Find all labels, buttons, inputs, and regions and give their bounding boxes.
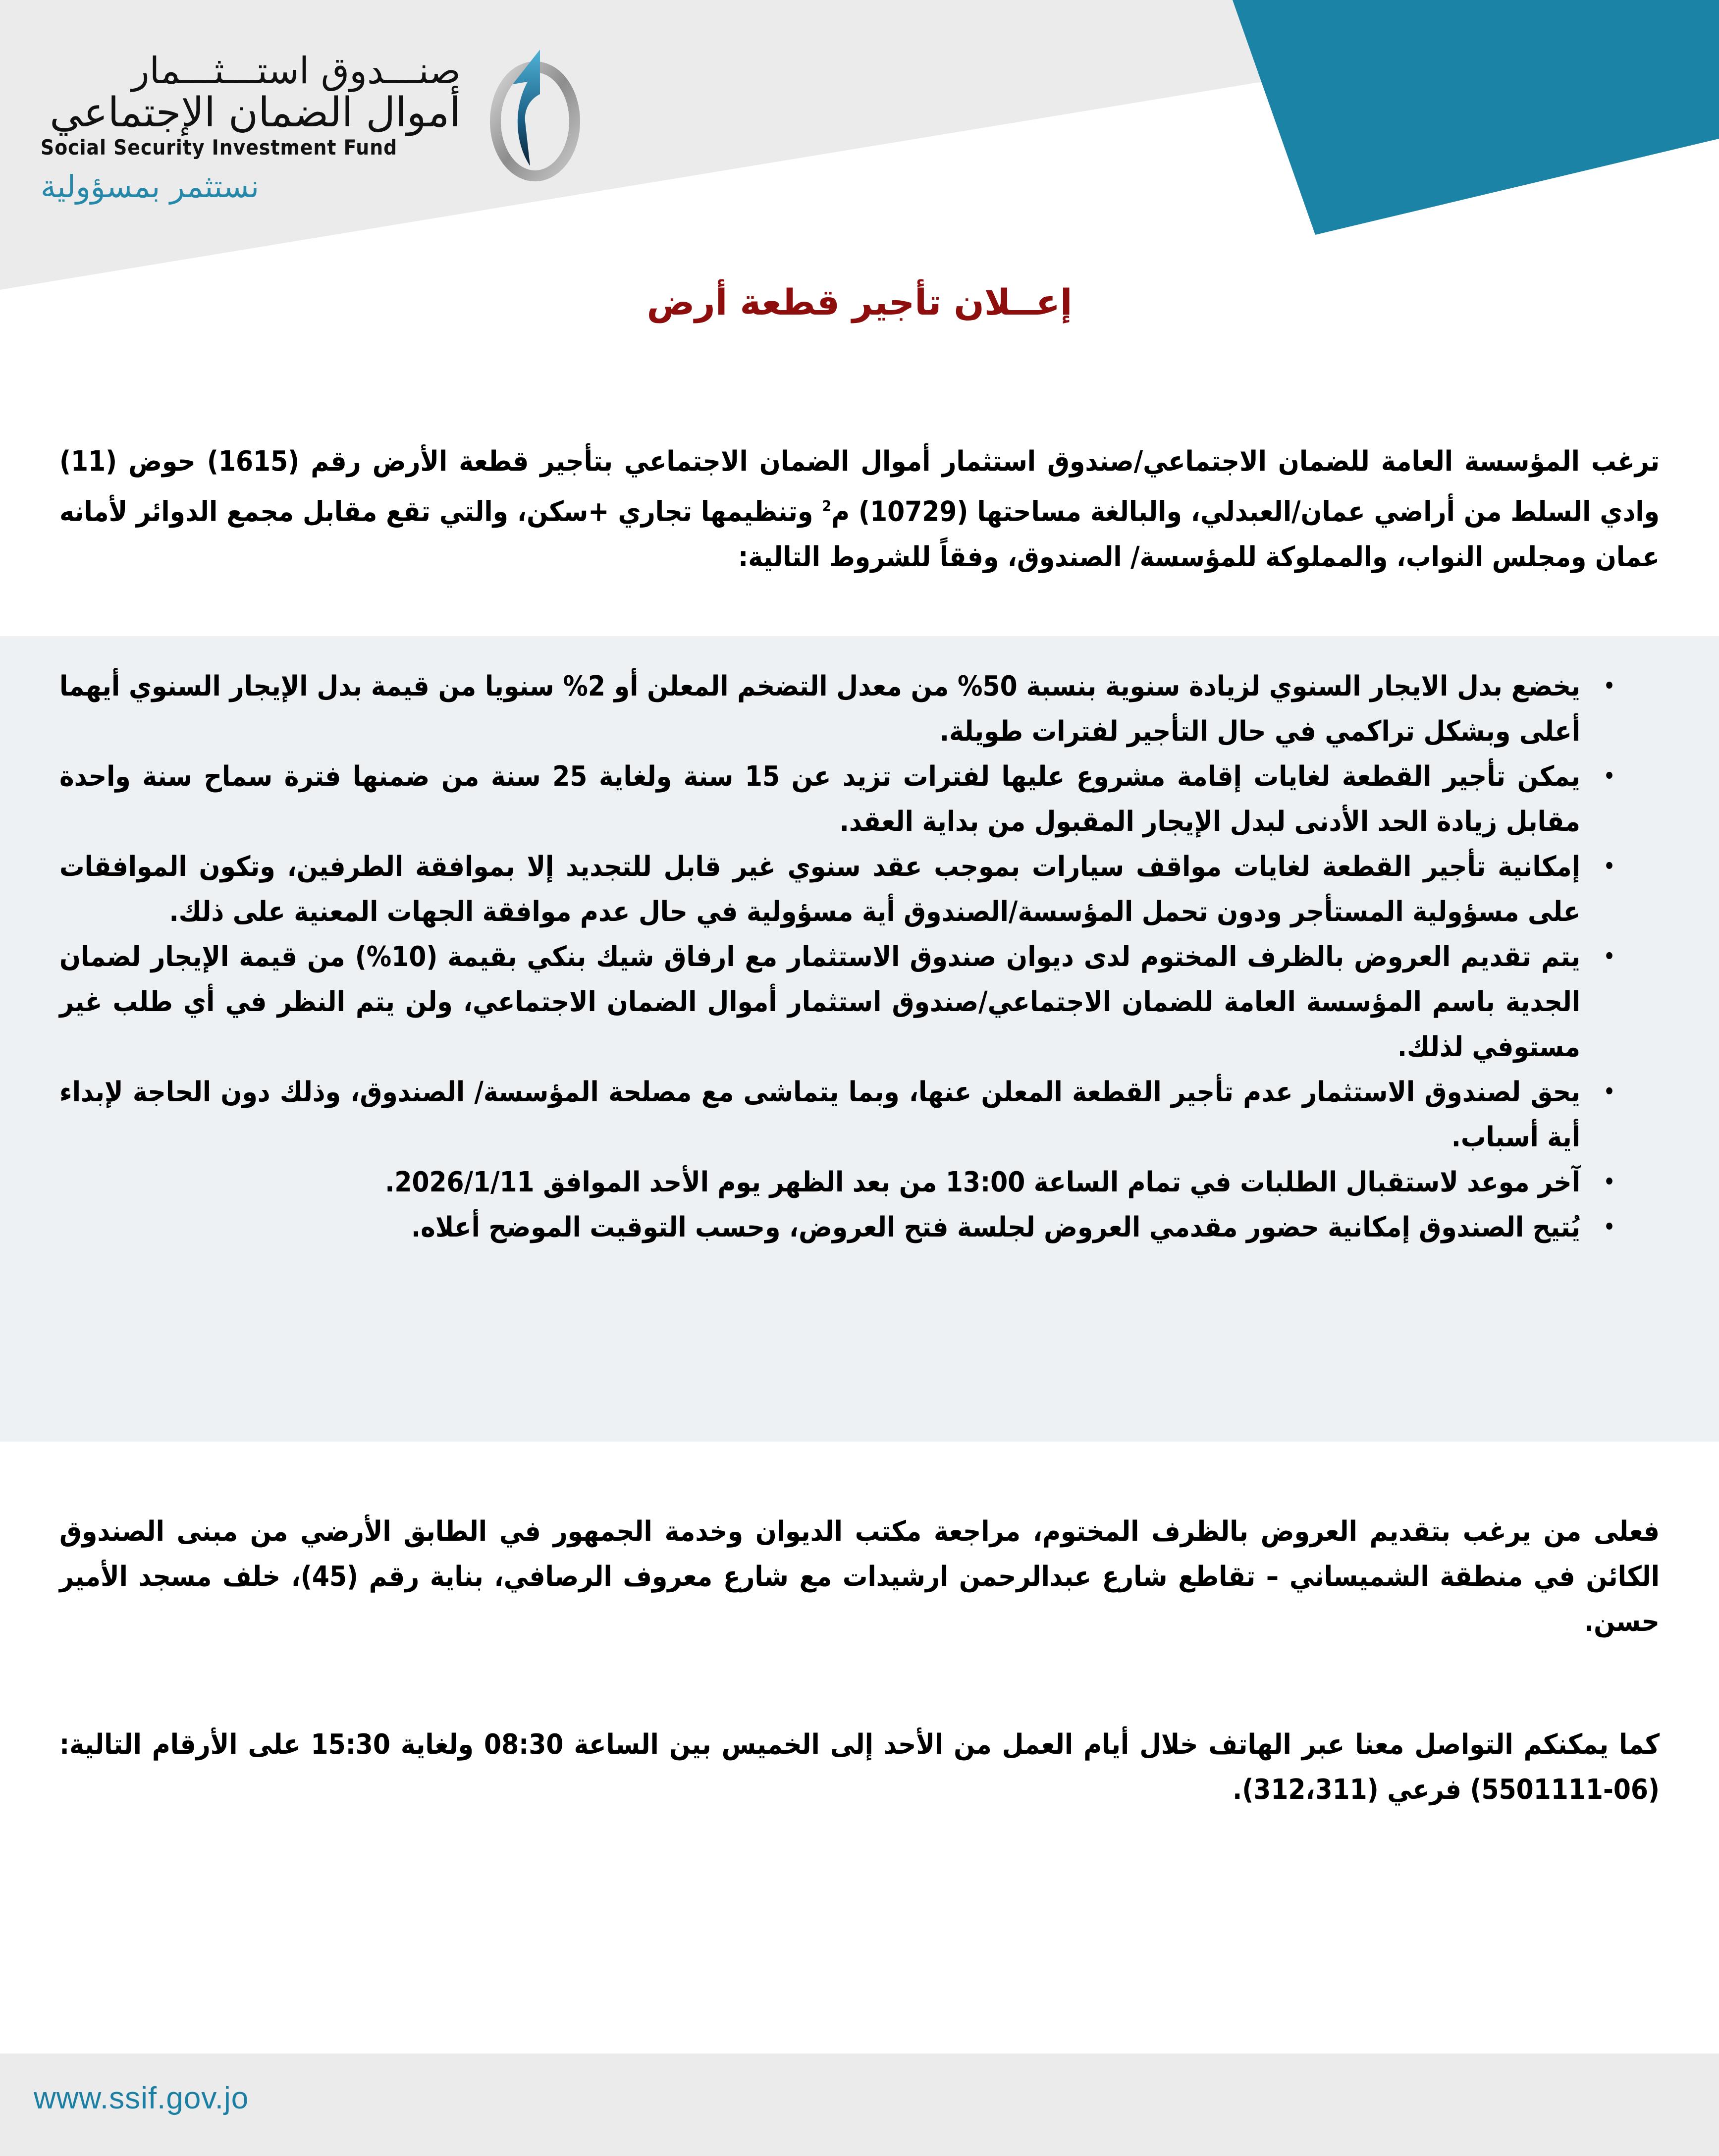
footer [0, 2053, 1719, 2156]
circular-arrow-logo-icon [466, 25, 585, 183]
term-text: يخضع بدل الايجار السنوي لزيادة سنوية بنسبة 50% من معدل التضخم المعلن أو 2% سنويا من قيمة بدل الإيجار السنوي أيهما أعلى وبشكل تراكمي في حال التأجير لفترات طويلة. [59, 670, 1581, 748]
contact-paragraph: كما يمكنكم التواصل معنا عبر الهاتف خلال أيام العمل من الأحد إلى الخميس بين الساعة 08:30 ولغاية 15:30 على الأرقام التالية: (06-5501111) فرعي (312،311). [59, 1728, 1660, 1806]
logo-arabic-line-1: صنـــدوق استـــثـــمار [131, 50, 461, 92]
term-item [59, 1070, 1615, 1160]
bullet-icon: • [1603, 765, 1615, 788]
term-item [59, 664, 1615, 754]
term-text: يحق لصندوق الاستثمار عدم تأجير القطعة المعلن عنها، وبما يتماشى مع مصلحة المؤسسة/ الصندوق، وذلك دون الحاجة لإبداء أية أسباب. [59, 1076, 1580, 1153]
term-text: يتم تقديم العروض بالظرف المختوم لدى ديوان صندوق الاستثمار مع ارفاق شيك بنكي بقيمة (10%) من قيمة الإيجار لضمان الجدية باسم المؤسسة العامة للضمان الاجتماعي/صندوق استثمار أموال الضمان الاجتماعي، ولن يتم النظر في أي طلب غير مستوفي لذلك. [59, 941, 1581, 1063]
bullet-icon: • [1603, 675, 1615, 698]
logo-arabic-line-2: أموال الضمان الإجتماعي [50, 89, 461, 136]
term-text: إمكانية تأجير القطعة لغايات مواقف سيارات بموجب عقد سنوي غير قابل للتجديد إلا بموافقة الطرفين، وتكون الموافقات على مسؤولية المستأجر ودون تحمل المؤسسة/الصندوق أية مسؤولية في حال عدم موافقة الجهات المعنية على ذلك. [59, 851, 1580, 928]
website-link[interactable]: www.ssif.gov.jo [34, 2081, 249, 2115]
logo-english-name: Social Security Investment Fund [41, 135, 398, 160]
term-text: يمكن تأجير القطعة لغايات إقامة مشروع عليها لفترات تزيد عن 15 سنة ولغاية 25 سنة من ضمنها فترة سماح سنة واحدة مقابل زيادة الحد الأدنى لبدل الإيجار المقبول من بداية العقد. [59, 760, 1580, 838]
term-item [59, 754, 1615, 844]
intro-paragraph [59, 439, 1660, 580]
office-paragraph: فعلى من يرغب بتقديم العروض بالظرف المختوم، مراجعة مكتب الديوان وخدمة الجمهور في الطابق الأرضي من مبنى الصندوق الكائن في منطقة الشميساني – تقاطع شارع عبدالرحمن ارشيدات مع شارع معروف الرصافي، بناية رقم (45)، خلف مسجد الأمير حسن. [59, 1515, 1660, 1638]
square-meter-superscript: 2 [822, 498, 832, 515]
term-item [59, 934, 1615, 1070]
bullet-icon: • [1603, 855, 1615, 878]
bullet-icon: • [1603, 945, 1615, 968]
term-item [59, 1160, 1615, 1205]
logo [30, 20, 585, 208]
term-text: يُتيح الصندوق إمكانية حضور مقدمي العروض لجلسة فتح العروض، وحسب التوقيت الموضح أعلاه. [411, 1211, 1580, 1243]
bullet-icon: • [1603, 1171, 1615, 1193]
intro-text-part-1: ترغب المؤسسة العامة للضمان الاجتماعي/صندوق استثمار أموال الضمان الاجتماعي بتأجير قطعة الأرض رقم (1615) حوض (11) وادي السلط من أراضي عمان/العبدلي، والبالغة مساحتها (10729) م [59, 445, 1660, 528]
logo-slogan: نستثمر بمسؤولية [41, 168, 259, 205]
term-item [59, 844, 1615, 934]
announcement-title: إعــلان تأجير قطعة أرض [646, 281, 1073, 323]
term-item [59, 1205, 1615, 1250]
header-blue-triangle [1233, 0, 1719, 235]
bullet-icon: • [1603, 1080, 1615, 1103]
terms-list [59, 664, 1660, 1250]
bullet-icon: • [1603, 1216, 1615, 1239]
term-text: آخر موعد لاستقبال الطلبات في تمام الساعة 13:00 من بعد الظهر يوم الأحد الموافق 2026/1/11. [385, 1166, 1580, 1198]
intro-text-part-2: وتنظيمها تجاري +سكن، والتي تقع مقابل مجمع الدوائر لأمانه عمان ومجلس النواب، والمملوكة للمؤسسة/ الصندوق، وفقاً للشروط التالية: [59, 495, 1660, 573]
